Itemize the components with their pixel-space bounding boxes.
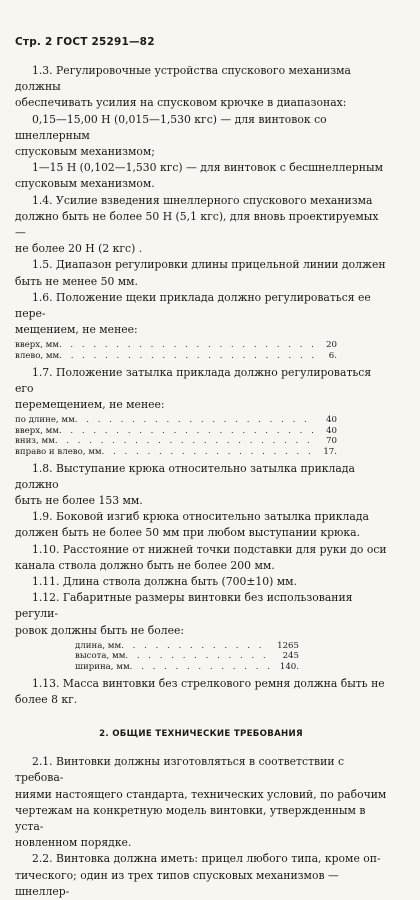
clause-1-10-line: канала ствола должно быть не более 200 мм.	[15, 558, 275, 572]
list-item	[15, 436, 337, 447]
list-item-label: вверх, мм	[15, 425, 59, 436]
clause-1-3-line: 0,15—15,00 Н (0,015—1,530 кгс) — для винтовок со шнеллерным	[15, 112, 327, 142]
list-item-value: 70	[326, 436, 337, 447]
clause-1-3-line: обеспечивать усилия на спусковом крючке в диапазонах:	[15, 96, 347, 110]
list-item-label: ширина, мм	[75, 662, 130, 673]
clause-1-5-line: быть не менее 50 мм.	[15, 274, 138, 288]
list-item-label: высота, мм	[75, 651, 126, 662]
clause-2-1-line: чертежам на конкретную модель винтовки, утвержденным в уста-	[15, 803, 366, 834]
clause-1-9-line: должен быть не более 50 мм при любом выступании крюка.	[15, 526, 361, 540]
clause-1-7-line: 1.7. Положение затылка приклада должно регулироваться его	[15, 365, 372, 395]
list-item-value: 17.	[323, 447, 337, 458]
list-item-value: 1265	[277, 640, 299, 651]
clause-1-10-line: 1.10. Расстояние от нижней точки подставки для руки до оси	[32, 542, 387, 556]
clause-1-6-line: 1.6. Положение щеки приклада должно регулироваться ее пере-	[15, 290, 371, 321]
clause-2-2-line: 2.2. Винтовка должна иметь: прицел любого типа, кроме оп-	[32, 852, 381, 866]
list-item	[75, 641, 299, 652]
document-body	[15, 63, 387, 900]
clause-1-3-line: спусковым механизмом.	[15, 177, 155, 191]
list-item	[15, 351, 337, 362]
clause-1-3-line: 1—15 Н (0,102—1,530 кгс) — для винтовок с бесшнеллерным	[32, 161, 383, 175]
list-item-value: 40	[326, 425, 337, 436]
clause-1-12-line: ровок должны быть не более:	[15, 623, 185, 637]
list-item-value: 6.	[328, 351, 337, 362]
clause-1-4-line: должно быть не более 50 Н (5,1 кгс), для вновь проектируемых —	[15, 209, 379, 240]
clause-1-4-line: 1.4. Усилие взведения шнеллерного спускового механизма	[32, 193, 373, 207]
list-item	[75, 662, 299, 673]
clause-1-9-line: 1.9. Боковой изгиб крюка относительно затылка приклада	[32, 510, 369, 524]
list-item	[15, 447, 337, 458]
clause-1-7-line: перемещением, не менее:	[15, 398, 165, 412]
list-item-value: 20	[326, 340, 337, 351]
clause-2-1-line: 2.1. Винтовки должны изготовляться в соответствии с требова-	[15, 755, 344, 785]
list-item-value: 245	[282, 651, 299, 662]
list-item-label: вверх, мм	[15, 340, 59, 351]
list-item	[15, 340, 337, 351]
page-header: Стр. 2 ГОСТ 25291—82	[15, 36, 155, 48]
list-item-label: длина, мм	[75, 640, 122, 651]
list-item-label: влево, мм	[15, 351, 60, 362]
clause-1-3-line: 1.3. Регулировочные устройства спускового механизма должны	[15, 64, 351, 94]
buttplate-adjustment-list	[15, 415, 337, 457]
list-item-label: вправо и влево, мм	[15, 447, 102, 458]
clause-1-8-line: быть не более 153 мм.	[15, 494, 143, 508]
list-item-value: 140.	[279, 662, 299, 673]
overall-dimensions-list	[75, 641, 299, 673]
clause-1-8-line: 1.8. Выступание крюка относительно затылка приклада должно	[15, 461, 355, 491]
clause-1-5-line: 1.5. Диапазон регулировки длины прицельной линии должен	[32, 258, 386, 272]
clause-1-12-line: 1.12. Габаритные размеры винтовки без использования регули-	[15, 591, 353, 621]
list-item	[15, 426, 337, 437]
clause-1-13-line: 1.13. Масса винтовки без стрелкового ремня должна быть не	[32, 676, 385, 690]
list-item	[75, 651, 299, 662]
clause-1-4-line: не более 20 Н (2 кгс) .	[15, 242, 143, 256]
clause-2-1-line: новленном порядке.	[15, 836, 132, 850]
clause-1-6-line: мещением, не менее:	[15, 323, 138, 337]
clause-2-1-line: ниями настоящего стандарта, технических условий, по рабочим	[15, 787, 387, 801]
clause-1-13-line: более 8 кг.	[15, 692, 78, 706]
clause-1-3-line: спусковым механизмом;	[15, 145, 155, 159]
list-item-value: 40	[326, 415, 337, 426]
clause-2-2-line: тического; один из трех типов спусковых механизмов — шнеллер-	[15, 868, 339, 898]
clause-1-11-line: 1.11. Длина ствола должна быть (700±10) мм.	[32, 575, 297, 589]
section-title: 2. ОБЩИЕ ТЕХНИЧЕСКИЕ ТРЕБОВАНИЯ	[99, 729, 303, 740]
cheek-adjustment-list	[15, 340, 337, 361]
list-item-label: по длине, мм	[15, 415, 75, 426]
list-item	[15, 415, 337, 426]
list-item-label: вниз, мм	[15, 436, 55, 447]
